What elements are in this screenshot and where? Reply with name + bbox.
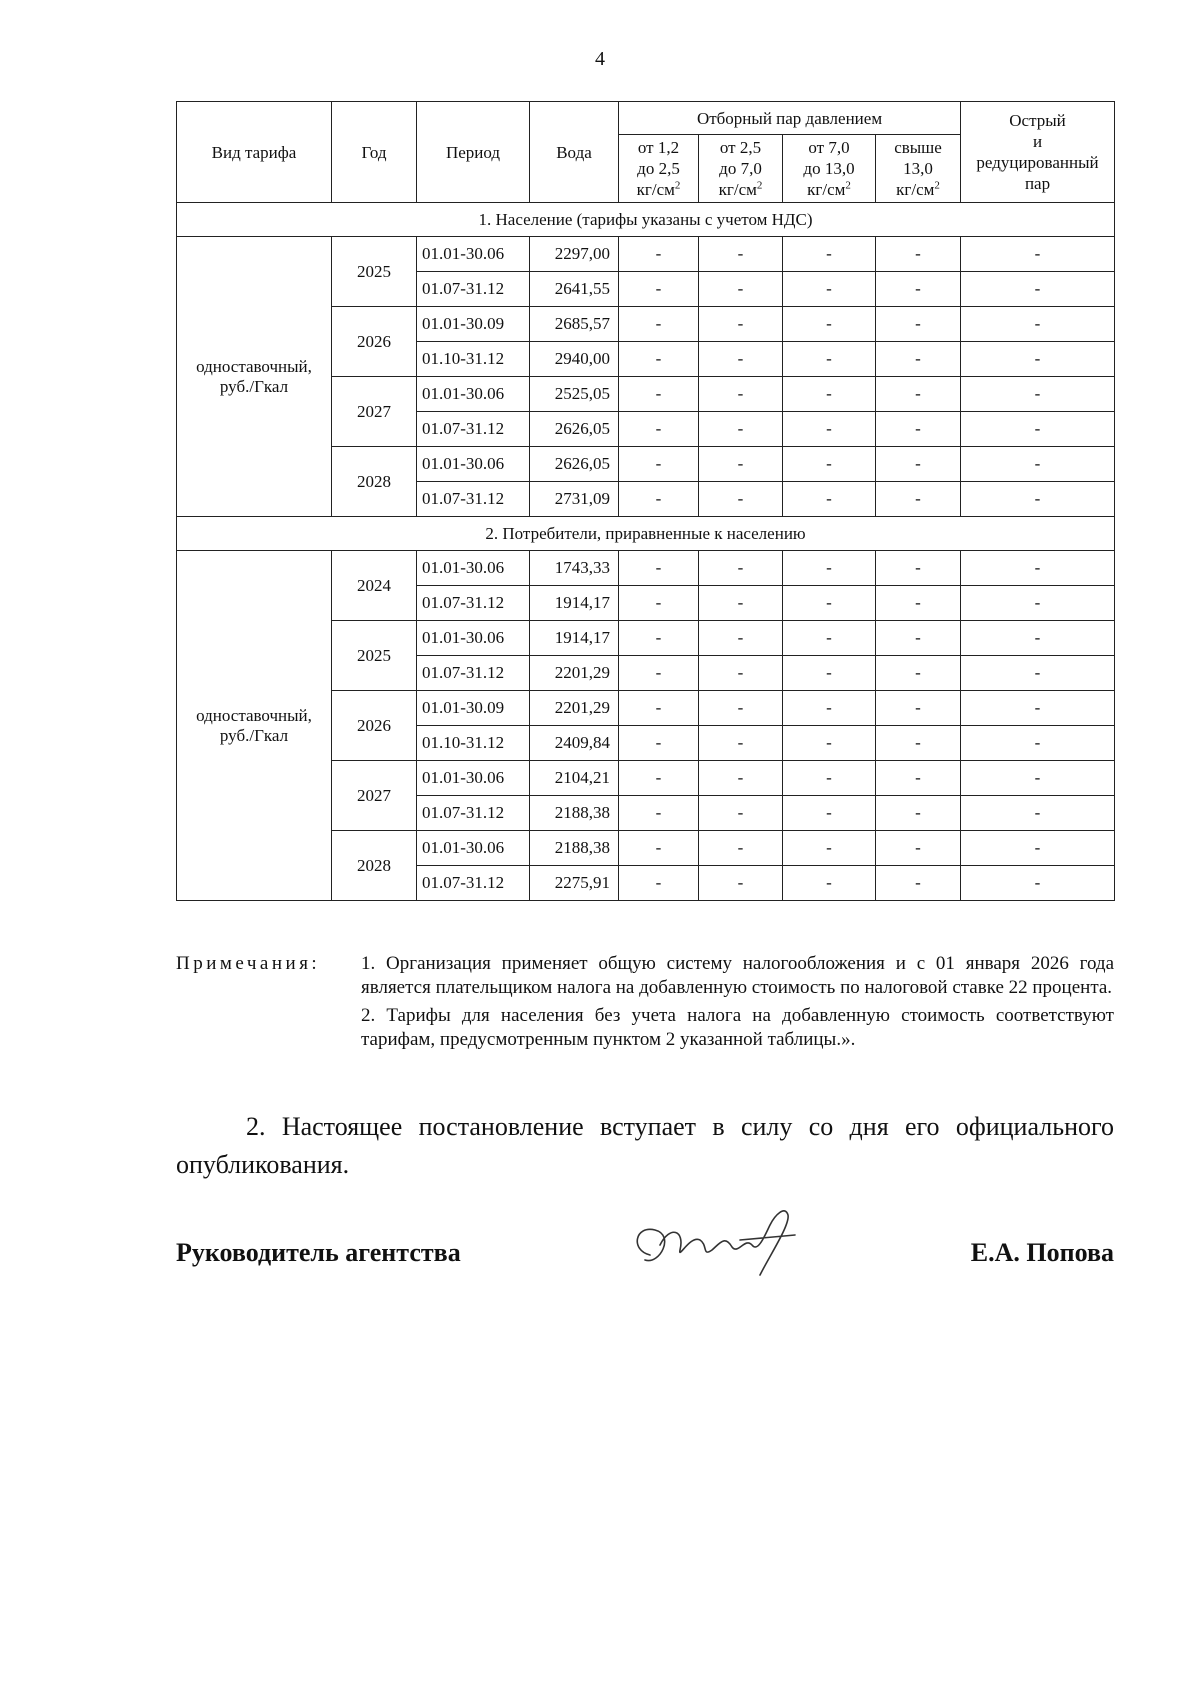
dash-cell: - bbox=[783, 237, 876, 272]
tariff-type-l1: одноставочный, bbox=[196, 705, 312, 725]
dash-cell: - bbox=[699, 691, 783, 726]
dash-cell: - bbox=[699, 866, 783, 901]
header-steam-3 bbox=[783, 135, 876, 203]
year-cell: 2026 bbox=[332, 691, 417, 761]
water-cell: 1914,17 bbox=[530, 586, 619, 621]
header-sharp-l2: и bbox=[1032, 132, 1043, 151]
dash-cell: - bbox=[961, 307, 1115, 342]
header-steam-1-unit: кг/см bbox=[636, 180, 675, 199]
tariff-table bbox=[176, 101, 1115, 901]
dash-cell: - bbox=[876, 237, 961, 272]
dash-cell: - bbox=[619, 342, 699, 377]
water-cell: 2201,29 bbox=[530, 691, 619, 726]
dash-cell: - bbox=[619, 796, 699, 831]
dash-cell: - bbox=[619, 586, 699, 621]
dash-cell: - bbox=[619, 412, 699, 447]
clause-effective-date: 2. Настоящее постановление вступает в силу со дня его официального опубликования. bbox=[176, 1112, 1114, 1179]
water-cell: 1914,17 bbox=[530, 621, 619, 656]
dash-cell: - bbox=[876, 761, 961, 796]
dash-cell: - bbox=[961, 586, 1115, 621]
water-cell: 2940,00 bbox=[530, 342, 619, 377]
dash-cell: - bbox=[699, 447, 783, 482]
header-steam-4-l1: свыше bbox=[894, 138, 942, 157]
dash-cell: - bbox=[783, 831, 876, 866]
dash-cell: - bbox=[876, 272, 961, 307]
dash-cell: - bbox=[783, 447, 876, 482]
period-cell: 01.07-31.12 bbox=[417, 866, 530, 901]
year-cell: 2025 bbox=[332, 237, 417, 307]
water-cell: 2188,38 bbox=[530, 831, 619, 866]
header-steam-1-l1: от 1,2 bbox=[637, 138, 680, 157]
period-cell: 01.10-31.12 bbox=[417, 726, 530, 761]
period-cell: 01.01-30.09 bbox=[417, 691, 530, 726]
dash-cell: - bbox=[619, 377, 699, 412]
water-cell: 1743,33 bbox=[530, 551, 619, 586]
dash-cell: - bbox=[699, 831, 783, 866]
period-cell: 01.10-31.12 bbox=[417, 342, 530, 377]
period-cell: 01.07-31.12 bbox=[417, 272, 530, 307]
period-cell: 01.01-30.06 bbox=[417, 831, 530, 866]
water-cell: 2525,05 bbox=[530, 377, 619, 412]
period-cell: 01.07-31.12 bbox=[417, 482, 530, 517]
tariff-type-l2: руб./Гкал bbox=[219, 725, 289, 745]
dash-cell: - bbox=[961, 551, 1115, 586]
dash-cell: - bbox=[699, 272, 783, 307]
dash-cell: - bbox=[783, 551, 876, 586]
dash-cell: - bbox=[619, 621, 699, 656]
period-cell: 01.01-30.06 bbox=[417, 377, 530, 412]
dash-cell: - bbox=[876, 866, 961, 901]
header-steam-4-l2: 13,0 bbox=[903, 159, 933, 178]
dash-cell: - bbox=[619, 272, 699, 307]
dash-cell: - bbox=[961, 796, 1115, 831]
dash-cell: - bbox=[619, 691, 699, 726]
header-steam-group: Отборный пар давлением bbox=[619, 102, 961, 135]
dash-cell: - bbox=[876, 307, 961, 342]
dash-cell: - bbox=[783, 377, 876, 412]
dash-cell: - bbox=[876, 796, 961, 831]
year-cell: 2027 bbox=[332, 761, 417, 831]
dash-cell: - bbox=[699, 307, 783, 342]
water-cell: 2641,55 bbox=[530, 272, 619, 307]
dash-cell: - bbox=[876, 691, 961, 726]
dash-cell: - bbox=[699, 621, 783, 656]
period-cell: 01.01-30.09 bbox=[417, 307, 530, 342]
header-period: Период bbox=[417, 102, 530, 203]
dash-cell: - bbox=[699, 656, 783, 691]
dash-cell: - bbox=[699, 726, 783, 761]
water-cell: 2626,05 bbox=[530, 412, 619, 447]
dash-cell: - bbox=[961, 691, 1115, 726]
dash-cell: - bbox=[961, 377, 1115, 412]
dash-cell: - bbox=[699, 761, 783, 796]
year-cell: 2025 bbox=[332, 621, 417, 691]
dash-cell: - bbox=[876, 412, 961, 447]
note-item-1: 1. Организация применяет общую систему налогообложения и с 01 января 2026 года является плательщиком налога на добавленную стоимость по налоговой ставке 22 процента. bbox=[361, 953, 1114, 998]
year-cell: 2026 bbox=[332, 307, 417, 377]
water-cell: 2297,00 bbox=[530, 237, 619, 272]
header-tariff-type: Вид тарифа bbox=[177, 102, 332, 203]
header-steam-2 bbox=[699, 135, 783, 203]
dash-cell: - bbox=[619, 761, 699, 796]
year-cell: 2024 bbox=[332, 551, 417, 621]
header-sharp-l1: Острый bbox=[1009, 111, 1066, 130]
dash-cell: - bbox=[961, 866, 1115, 901]
period-cell: 01.07-31.12 bbox=[417, 586, 530, 621]
water-cell: 2275,91 bbox=[530, 866, 619, 901]
header-steam-4-unit: кг/см bbox=[896, 180, 935, 199]
dash-cell: - bbox=[961, 412, 1115, 447]
handwritten-signature bbox=[620, 1195, 820, 1285]
year-cell: 2027 bbox=[332, 377, 417, 447]
water-cell: 2626,05 bbox=[530, 447, 619, 482]
water-cell: 2685,57 bbox=[530, 307, 619, 342]
dash-cell: - bbox=[961, 272, 1115, 307]
tariff-type-cell bbox=[177, 237, 332, 517]
header-steam-2-l2: до 7,0 bbox=[719, 159, 762, 178]
note-item-2: 2. Тарифы для населения без учета налога на добавленную стоимость соответствуют тарифам, предусмотренным пунктом 2 указанной таблицы.». bbox=[361, 1005, 1114, 1050]
header-water: Вода bbox=[530, 102, 619, 203]
header-steam-4 bbox=[876, 135, 961, 203]
dash-cell: - bbox=[783, 656, 876, 691]
period-cell: 01.07-31.12 bbox=[417, 796, 530, 831]
dash-cell: - bbox=[961, 831, 1115, 866]
dash-cell: - bbox=[783, 796, 876, 831]
water-cell: 2188,38 bbox=[530, 796, 619, 831]
dash-cell: - bbox=[961, 621, 1115, 656]
tariff-type-l1: одноставочный, bbox=[196, 356, 312, 376]
dash-cell: - bbox=[619, 307, 699, 342]
period-cell: 01.01-30.06 bbox=[417, 551, 530, 586]
dash-cell: - bbox=[619, 726, 699, 761]
dash-cell: - bbox=[699, 796, 783, 831]
period-cell: 01.01-30.06 bbox=[417, 237, 530, 272]
header-sharp-steam bbox=[961, 102, 1115, 203]
header-sharp-l3: редуцированный bbox=[976, 153, 1099, 172]
dash-cell: - bbox=[783, 866, 876, 901]
dash-cell: - bbox=[699, 377, 783, 412]
period-cell: 01.07-31.12 bbox=[417, 412, 530, 447]
dash-cell: - bbox=[876, 656, 961, 691]
signatory-name: Е.А. Попова bbox=[970, 1238, 1114, 1267]
dash-cell: - bbox=[961, 761, 1115, 796]
dash-cell: - bbox=[699, 551, 783, 586]
water-cell: 2104,21 bbox=[530, 761, 619, 796]
dash-cell: - bbox=[619, 866, 699, 901]
dash-cell: - bbox=[961, 447, 1115, 482]
year-cell: 2028 bbox=[332, 831, 417, 901]
header-steam-2-l1: от 2,5 bbox=[719, 138, 762, 157]
page-number: 4 bbox=[595, 48, 605, 70]
dash-cell: - bbox=[961, 342, 1115, 377]
notes bbox=[176, 952, 1114, 1056]
tariff-type-cell bbox=[177, 551, 332, 901]
dash-cell: - bbox=[699, 482, 783, 517]
header-steam-3-sup: 2 bbox=[845, 179, 851, 192]
water-cell: 2201,29 bbox=[530, 656, 619, 691]
dash-cell: - bbox=[783, 342, 876, 377]
dash-cell: - bbox=[876, 447, 961, 482]
dash-cell: - bbox=[619, 831, 699, 866]
dash-cell: - bbox=[876, 621, 961, 656]
dash-cell: - bbox=[783, 691, 876, 726]
header-sharp-l4: пар bbox=[1024, 174, 1051, 193]
dash-cell: - bbox=[699, 342, 783, 377]
dash-cell: - bbox=[699, 586, 783, 621]
dash-cell: - bbox=[699, 237, 783, 272]
header-steam-3-unit: кг/см bbox=[807, 180, 846, 199]
dash-cell: - bbox=[783, 272, 876, 307]
dash-cell: - bbox=[783, 482, 876, 517]
dash-cell: - bbox=[876, 551, 961, 586]
tariff-type-l2: руб./Гкал bbox=[219, 376, 289, 396]
dash-cell: - bbox=[619, 237, 699, 272]
dash-cell: - bbox=[619, 447, 699, 482]
dash-cell: - bbox=[619, 551, 699, 586]
dash-cell: - bbox=[876, 377, 961, 412]
header-steam-1-sup: 2 bbox=[674, 179, 681, 192]
dash-cell: - bbox=[876, 482, 961, 517]
tariff-table-body bbox=[177, 203, 1115, 901]
dash-cell: - bbox=[961, 482, 1115, 517]
header-steam-1-l2: до 2,5 bbox=[637, 159, 680, 178]
dash-cell: - bbox=[783, 307, 876, 342]
period-cell: 01.07-31.12 bbox=[417, 656, 530, 691]
period-cell: 01.01-30.06 bbox=[417, 761, 530, 796]
dash-cell: - bbox=[783, 586, 876, 621]
period-cell: 01.01-30.06 bbox=[417, 447, 530, 482]
dash-cell: - bbox=[876, 342, 961, 377]
table-row bbox=[177, 551, 1115, 586]
header-steam-3-l2: до 13,0 bbox=[803, 159, 855, 178]
dash-cell: - bbox=[876, 831, 961, 866]
section-title: 2. Потребители, приравненные к населению bbox=[177, 517, 1115, 551]
header-year: Год bbox=[332, 102, 417, 203]
notes-label: Примечания: bbox=[176, 953, 321, 974]
header-steam-3-l1: от 7,0 bbox=[808, 138, 850, 157]
dash-cell: - bbox=[876, 586, 961, 621]
table-row bbox=[177, 237, 1115, 272]
header-steam-1 bbox=[619, 135, 699, 203]
dash-cell: - bbox=[619, 482, 699, 517]
dash-cell: - bbox=[961, 237, 1115, 272]
header-steam-4-sup: 2 bbox=[934, 179, 940, 192]
section-title: 1. Население (тарифы указаны с учетом НДС) bbox=[177, 203, 1115, 237]
dash-cell: - bbox=[783, 726, 876, 761]
header-steam-2-unit: кг/см bbox=[718, 180, 757, 199]
header-steam-2-sup: 2 bbox=[756, 179, 763, 192]
dash-cell: - bbox=[783, 761, 876, 796]
dash-cell: - bbox=[961, 656, 1115, 691]
period-cell: 01.01-30.06 bbox=[417, 621, 530, 656]
dash-cell: - bbox=[619, 656, 699, 691]
dash-cell: - bbox=[876, 726, 961, 761]
dash-cell: - bbox=[699, 412, 783, 447]
dash-cell: - bbox=[783, 621, 876, 656]
water-cell: 2731,09 bbox=[530, 482, 619, 517]
dash-cell: - bbox=[961, 726, 1115, 761]
water-cell: 2409,84 bbox=[530, 726, 619, 761]
dash-cell: - bbox=[783, 412, 876, 447]
signatory-role: Руководитель агентства bbox=[176, 1238, 461, 1267]
year-cell: 2028 bbox=[332, 447, 417, 517]
